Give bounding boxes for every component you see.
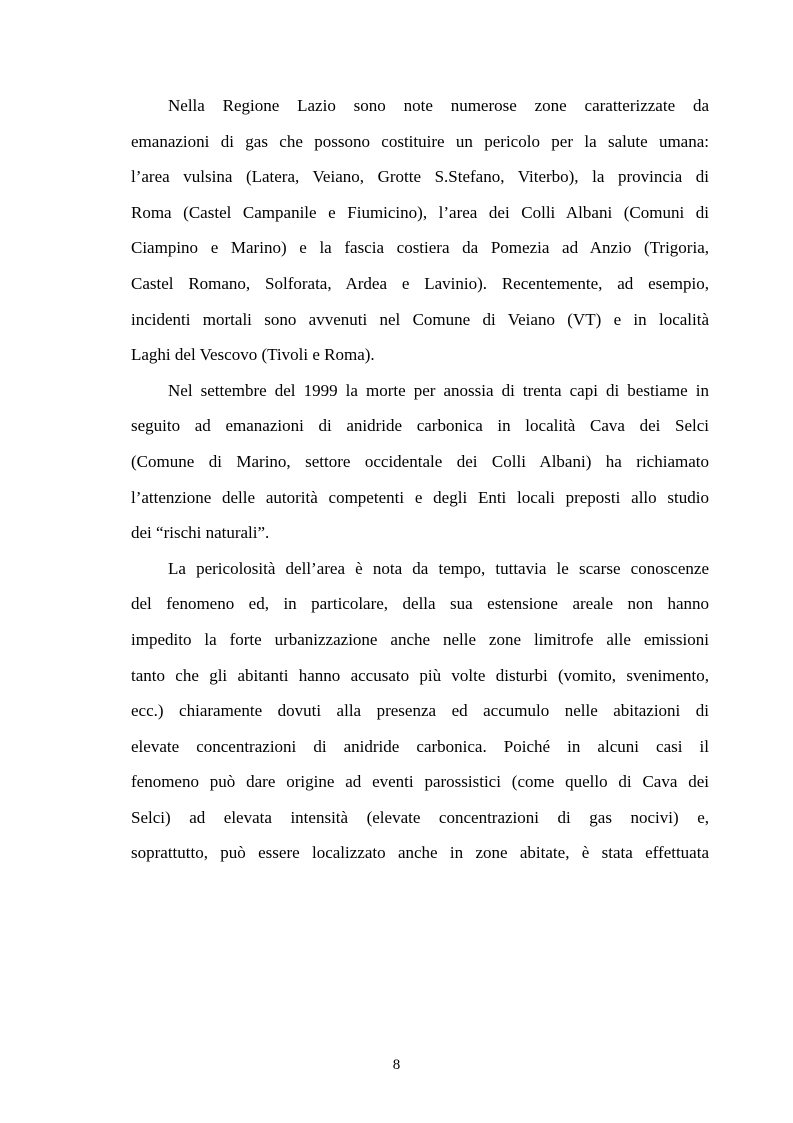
text-line: soprattutto, può essere localizzato anche in zone abitate, è stata effettuata: [131, 843, 709, 863]
text-line: Castel Romano, Solforata, Ardea e Lavinio). Recentemente, ad esempio,: [131, 273, 709, 293]
text-line: Roma (Castel Campanile e Fiumicino), l’area dei Colli Albani (Comuni di: [131, 202, 709, 222]
text-line: Nel settembre del 1999 la morte per anossia di trenta capi di bestiame in: [168, 380, 709, 400]
text-line: (Comune di Marino, settore occidentale dei Colli Albani) ha richiamato: [131, 451, 709, 471]
text-line: La pericolosità dell’area è nota da tempo, tuttavia le scarse conoscenze: [168, 558, 709, 578]
paragraph-2: [131, 373, 709, 551]
text-line: del fenomeno ed, in particolare, della sua estensione areale non hanno: [131, 594, 709, 614]
text-line: Ciampino e Marino) e la fascia costiera da Pomezia ad Anzio (Trigoria,: [131, 238, 709, 258]
text-line: tanto che gli abitanti hanno accusato più volte disturbi (vomito, svenimento,: [131, 665, 709, 685]
text-line: seguito ad emanazioni di anidride carbonica in località Cava dei Selci: [131, 416, 709, 436]
text-line: l’attenzione delle autorità competenti e degli Enti locali preposti allo studio: [131, 487, 709, 507]
text-line: Laghi del Vescovo (Tivoli e Roma).: [131, 345, 375, 365]
text-line: l’area vulsina (Latera, Veiano, Grotte S.Stefano, Viterbo), la provincia di: [131, 167, 709, 187]
paragraph-3: [131, 551, 709, 871]
text-line: incidenti mortali sono avvenuti nel Comune di Veiano (VT) e in località: [131, 309, 709, 329]
text-line: impedito la forte urbanizzazione anche nelle zone limitrofe alle emissioni: [131, 629, 709, 649]
page-number: 8: [392, 1057, 401, 1073]
text-line: Selci) ad elevata intensità (elevate concentrazioni di gas nocivi) e,: [131, 807, 709, 827]
text-line: elevate concentrazioni di anidride carbonica. Poiché in alcuni casi il: [131, 736, 709, 756]
text-line: emanazioni di gas che possono costituire un pericolo per la salute umana:: [131, 131, 709, 151]
text-line: Nella Regione Lazio sono note numerose zone caratterizzate da: [168, 96, 709, 115]
page-body: [131, 88, 709, 871]
text-line: dei “rischi naturali”.: [131, 523, 270, 543]
text-line: fenomeno può dare origine ad eventi parossistici (come quello di Cava dei: [131, 772, 709, 792]
paragraph-1: [131, 88, 709, 373]
text-line: ecc.) chiaramente dovuti alla presenza ed accumulo nelle abitazioni di: [131, 701, 709, 721]
